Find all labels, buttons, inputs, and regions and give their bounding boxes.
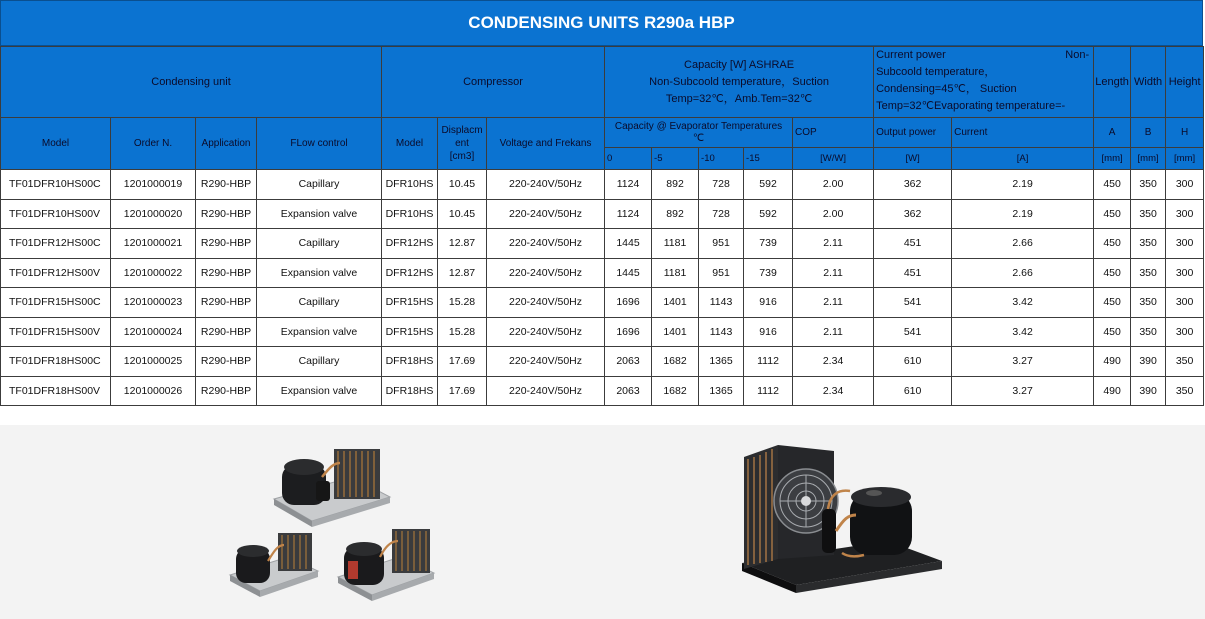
cop-cell: 2.11 bbox=[793, 229, 874, 259]
compressor-model-cell: DFR12HS bbox=[382, 229, 438, 259]
displacement-cell: 10.45 bbox=[438, 199, 487, 229]
flow-control-cell: Capillary bbox=[257, 229, 382, 259]
model-cell: TF01DFR15HS00C bbox=[1, 288, 111, 318]
model-cell: TF01DFR18HS00V bbox=[1, 376, 111, 406]
application-cell: R290-HBP bbox=[196, 199, 257, 229]
flow-control-cell: Expansion valve bbox=[257, 258, 382, 288]
order-cell: 1201000025 bbox=[111, 347, 196, 377]
temp-minus5-header: -5 bbox=[652, 148, 699, 170]
capacity-minus5-cell: 1401 bbox=[652, 317, 699, 347]
current-cell: 3.27 bbox=[952, 347, 1094, 377]
capacity-0-cell: 1445 bbox=[605, 229, 652, 259]
flow-control-header: FLow control bbox=[257, 118, 382, 170]
output-unit: [W] bbox=[874, 148, 952, 170]
displacement-cell: 12.87 bbox=[438, 229, 487, 259]
order-cell: 1201000026 bbox=[111, 376, 196, 406]
order-cell: 1201000019 bbox=[111, 170, 196, 200]
capacity-minus10-cell: 951 bbox=[699, 229, 744, 259]
capacity-minus15-cell: 739 bbox=[744, 229, 793, 259]
flow-control-cell: Expansion valve bbox=[257, 199, 382, 229]
displacement-header-line-3: [cm3] bbox=[449, 151, 475, 162]
header-row-2 bbox=[1, 118, 1204, 148]
current-header: Current bbox=[952, 118, 1094, 148]
capacity-minus5-cell: 1181 bbox=[652, 258, 699, 288]
output-power-cell: 541 bbox=[874, 288, 952, 318]
capacity-minus15-cell: 1112 bbox=[744, 347, 793, 377]
model-cell: TF01DFR15HS00V bbox=[1, 317, 111, 347]
order-header: Order N. bbox=[111, 118, 196, 170]
dimension-a-cell: 490 bbox=[1094, 376, 1131, 406]
capacity-minus10-cell: 1143 bbox=[699, 317, 744, 347]
capacity-0-cell: 1124 bbox=[605, 170, 652, 200]
dimension-h-cell: 300 bbox=[1166, 170, 1204, 200]
capacity-minus10-cell: 728 bbox=[699, 170, 744, 200]
table-row bbox=[1, 347, 1204, 377]
current-cell: 3.42 bbox=[952, 317, 1094, 347]
displacement-cell: 10.45 bbox=[438, 170, 487, 200]
dimension-h-cell: 350 bbox=[1166, 347, 1204, 377]
capacity-minus10-cell: 728 bbox=[699, 199, 744, 229]
dimension-a-cell: 450 bbox=[1094, 288, 1131, 318]
output-power-cell: 362 bbox=[874, 199, 952, 229]
cop-cell: 2.11 bbox=[793, 317, 874, 347]
current-cell: 2.66 bbox=[952, 229, 1094, 259]
capacity-0-cell: 1124 bbox=[605, 199, 652, 229]
voltage-cell: 220-240V/50Hz bbox=[487, 258, 605, 288]
compressor-model-cell: DFR10HS bbox=[382, 170, 438, 200]
application-cell: R290-HBP bbox=[196, 170, 257, 200]
length-header: Length bbox=[1094, 47, 1131, 118]
voltage-cell: 220-240V/50Hz bbox=[487, 376, 605, 406]
flow-control-cell: Capillary bbox=[257, 170, 382, 200]
temp-minus15-header: -15 bbox=[744, 148, 793, 170]
dimension-b-cell: 350 bbox=[1131, 258, 1166, 288]
displacement-header-line-1: Displacm bbox=[441, 125, 483, 136]
power-header-line-2: Subcoold temperature， bbox=[876, 66, 996, 78]
dimension-a-cell: 450 bbox=[1094, 229, 1131, 259]
condensing-unit-with-fan-photo bbox=[738, 445, 944, 597]
header-row-1 bbox=[1, 47, 1204, 118]
capacity-0-cell: 1696 bbox=[605, 317, 652, 347]
dimension-a-header: A bbox=[1094, 118, 1131, 148]
displacement-cell: 17.69 bbox=[438, 376, 487, 406]
application-header: Application bbox=[196, 118, 257, 170]
dimension-b-cell: 350 bbox=[1131, 170, 1166, 200]
current-cell: 3.27 bbox=[952, 376, 1094, 406]
dimension-b-cell: 350 bbox=[1131, 288, 1166, 318]
dimension-b-cell: 350 bbox=[1131, 199, 1166, 229]
dimension-b-cell: 390 bbox=[1131, 347, 1166, 377]
application-cell: R290-HBP bbox=[196, 258, 257, 288]
dimension-h-cell: 300 bbox=[1166, 317, 1204, 347]
flow-control-cell: Capillary bbox=[257, 288, 382, 318]
dimension-a-unit: [mm] bbox=[1094, 148, 1131, 170]
flow-control-cell: Expansion valve bbox=[257, 317, 382, 347]
capacity-minus15-cell: 592 bbox=[744, 170, 793, 200]
voltage-cell: 220-240V/50Hz bbox=[487, 170, 605, 200]
page-title: CONDENSING UNITS R290a HBP bbox=[0, 0, 1203, 46]
height-header: Height bbox=[1166, 47, 1204, 118]
cop-cell: 2.00 bbox=[793, 199, 874, 229]
compressor-model-cell: DFR18HS bbox=[382, 347, 438, 377]
power-header bbox=[874, 47, 1094, 118]
capacity-header bbox=[605, 47, 874, 118]
compressor-header: Compressor bbox=[382, 47, 605, 118]
table-body bbox=[1, 170, 1204, 406]
capacity-minus10-cell: 1143 bbox=[699, 288, 744, 318]
application-cell: R290-HBP bbox=[196, 317, 257, 347]
displacement-cell: 17.69 bbox=[438, 347, 487, 377]
capacity-minus15-cell: 739 bbox=[744, 258, 793, 288]
condensing-units-group-photo bbox=[222, 437, 447, 613]
dimension-a-cell: 450 bbox=[1094, 317, 1131, 347]
capacity-0-cell: 2063 bbox=[605, 376, 652, 406]
temp-minus10-header: -10 bbox=[699, 148, 744, 170]
compressor-model-cell: DFR10HS bbox=[382, 199, 438, 229]
voltage-cell: 220-240V/50Hz bbox=[487, 288, 605, 318]
dimension-h-cell: 300 bbox=[1166, 288, 1204, 318]
dimension-h-header: H bbox=[1166, 118, 1204, 148]
dimension-h-unit: [mm] bbox=[1166, 148, 1204, 170]
flow-control-cell: Capillary bbox=[257, 347, 382, 377]
table-row bbox=[1, 288, 1204, 318]
capacity-minus5-cell: 892 bbox=[652, 170, 699, 200]
current-cell: 2.19 bbox=[952, 170, 1094, 200]
cop-cell: 2.00 bbox=[793, 170, 874, 200]
capacity-minus5-cell: 892 bbox=[652, 199, 699, 229]
cop-cell: 2.34 bbox=[793, 376, 874, 406]
voltage-header: Voltage and Frekans bbox=[487, 118, 605, 170]
capacity-minus15-cell: 916 bbox=[744, 288, 793, 318]
compressor-model-header: Model bbox=[382, 118, 438, 170]
order-cell: 1201000022 bbox=[111, 258, 196, 288]
capacity-minus5-cell: 1682 bbox=[652, 347, 699, 377]
dimension-a-cell: 450 bbox=[1094, 199, 1131, 229]
flow-control-cell: Expansion valve bbox=[257, 376, 382, 406]
voltage-cell: 220-240V/50Hz bbox=[487, 317, 605, 347]
capacity-evap-header-line-2: ℃ bbox=[692, 132, 705, 144]
application-cell: R290-HBP bbox=[196, 288, 257, 318]
table-row bbox=[1, 258, 1204, 288]
width-header: Width bbox=[1131, 47, 1166, 118]
output-power-cell: 451 bbox=[874, 258, 952, 288]
capacity-minus5-cell: 1401 bbox=[652, 288, 699, 318]
capacity-minus5-cell: 1181 bbox=[652, 229, 699, 259]
compressor-model-cell: DFR15HS bbox=[382, 317, 438, 347]
capacity-header-line-3: Temp=32℃，Amb.Tem=32℃ bbox=[665, 92, 813, 105]
output-power-cell: 610 bbox=[874, 376, 952, 406]
power-header-line-1b: Non- bbox=[1065, 49, 1090, 61]
capacity-header-line-1: Capacity [W] ASHRAE bbox=[684, 58, 795, 71]
order-cell: 1201000020 bbox=[111, 199, 196, 229]
current-cell: 2.19 bbox=[952, 199, 1094, 229]
capacity-evap-header bbox=[605, 118, 793, 148]
model-header: Model bbox=[1, 118, 111, 170]
capacity-minus15-cell: 592 bbox=[744, 199, 793, 229]
capacity-minus10-cell: 1365 bbox=[699, 376, 744, 406]
capacity-minus10-cell: 1365 bbox=[699, 347, 744, 377]
displacement-cell: 15.28 bbox=[438, 317, 487, 347]
capacity-0-cell: 1696 bbox=[605, 288, 652, 318]
capacity-0-cell: 1445 bbox=[605, 258, 652, 288]
displacement-header-line-2: ent bbox=[455, 138, 469, 149]
output-power-header: Output power bbox=[874, 118, 952, 148]
output-power-cell: 451 bbox=[874, 229, 952, 259]
application-cell: R290-HBP bbox=[196, 347, 257, 377]
table-row bbox=[1, 376, 1204, 406]
dimension-b-cell: 350 bbox=[1131, 317, 1166, 347]
order-cell: 1201000024 bbox=[111, 317, 196, 347]
dimension-b-cell: 390 bbox=[1131, 376, 1166, 406]
dimension-a-cell: 490 bbox=[1094, 347, 1131, 377]
capacity-minus15-cell: 1112 bbox=[744, 376, 793, 406]
model-cell: TF01DFR12HS00C bbox=[1, 229, 111, 259]
cop-unit: [W/W] bbox=[793, 148, 874, 170]
voltage-cell: 220-240V/50Hz bbox=[487, 229, 605, 259]
model-cell: TF01DFR18HS00C bbox=[1, 347, 111, 377]
compressor-model-cell: DFR12HS bbox=[382, 258, 438, 288]
dimension-a-cell: 450 bbox=[1094, 258, 1131, 288]
current-cell: 3.42 bbox=[952, 288, 1094, 318]
dimension-h-cell: 300 bbox=[1166, 199, 1204, 229]
cop-cell: 2.11 bbox=[793, 258, 874, 288]
current-cell: 2.66 bbox=[952, 258, 1094, 288]
output-power-cell: 541 bbox=[874, 317, 952, 347]
cop-cell: 2.34 bbox=[793, 347, 874, 377]
dimension-h-cell: 350 bbox=[1166, 376, 1204, 406]
product-photos bbox=[0, 425, 1205, 619]
dimension-a-cell: 450 bbox=[1094, 170, 1131, 200]
application-cell: R290-HBP bbox=[196, 376, 257, 406]
compressor-model-cell: DFR18HS bbox=[382, 376, 438, 406]
output-power-cell: 610 bbox=[874, 347, 952, 377]
application-cell: R290-HBP bbox=[196, 229, 257, 259]
capacity-minus15-cell: 916 bbox=[744, 317, 793, 347]
temp-0-header: 0 bbox=[605, 148, 652, 170]
power-header-line-3: Condensing=45℃， Suction bbox=[876, 83, 1017, 95]
dimension-h-cell: 300 bbox=[1166, 258, 1204, 288]
displacement-cell: 15.28 bbox=[438, 288, 487, 318]
power-header-line-4: Temp=32℃Evaporating temperature=- bbox=[876, 100, 1066, 112]
cop-cell: 2.11 bbox=[793, 288, 874, 318]
capacity-minus5-cell: 1682 bbox=[652, 376, 699, 406]
capacity-minus10-cell: 951 bbox=[699, 258, 744, 288]
model-cell: TF01DFR12HS00V bbox=[1, 258, 111, 288]
displacement-cell: 12.87 bbox=[438, 258, 487, 288]
voltage-cell: 220-240V/50Hz bbox=[487, 347, 605, 377]
power-header-line-1: Current power bbox=[876, 49, 946, 61]
table-row bbox=[1, 170, 1204, 200]
voltage-cell: 220-240V/50Hz bbox=[487, 199, 605, 229]
condensing-unit-header: Condensing unit bbox=[1, 47, 382, 118]
current-unit: [A] bbox=[952, 148, 1094, 170]
capacity-header-line-2: Non-Subcoold temperature，Suction bbox=[649, 75, 829, 88]
capacity-0-cell: 2063 bbox=[605, 347, 652, 377]
dimension-h-cell: 300 bbox=[1166, 229, 1204, 259]
order-cell: 1201000023 bbox=[111, 288, 196, 318]
cop-header: COP bbox=[793, 118, 874, 148]
order-cell: 1201000021 bbox=[111, 229, 196, 259]
dimension-b-cell: 350 bbox=[1131, 229, 1166, 259]
capacity-evap-header-line-1: Capacity @ Evaporator Temperatures bbox=[614, 120, 783, 132]
spec-table bbox=[0, 46, 1204, 406]
compressor-model-cell: DFR15HS bbox=[382, 288, 438, 318]
dimension-b-unit: [mm] bbox=[1131, 148, 1166, 170]
dimension-b-header: B bbox=[1131, 118, 1166, 148]
table-row bbox=[1, 199, 1204, 229]
table-row bbox=[1, 229, 1204, 259]
model-cell: TF01DFR10HS00C bbox=[1, 170, 111, 200]
model-cell: TF01DFR10HS00V bbox=[1, 199, 111, 229]
displacement-header bbox=[438, 118, 487, 170]
output-power-cell: 362 bbox=[874, 170, 952, 200]
table-row bbox=[1, 317, 1204, 347]
